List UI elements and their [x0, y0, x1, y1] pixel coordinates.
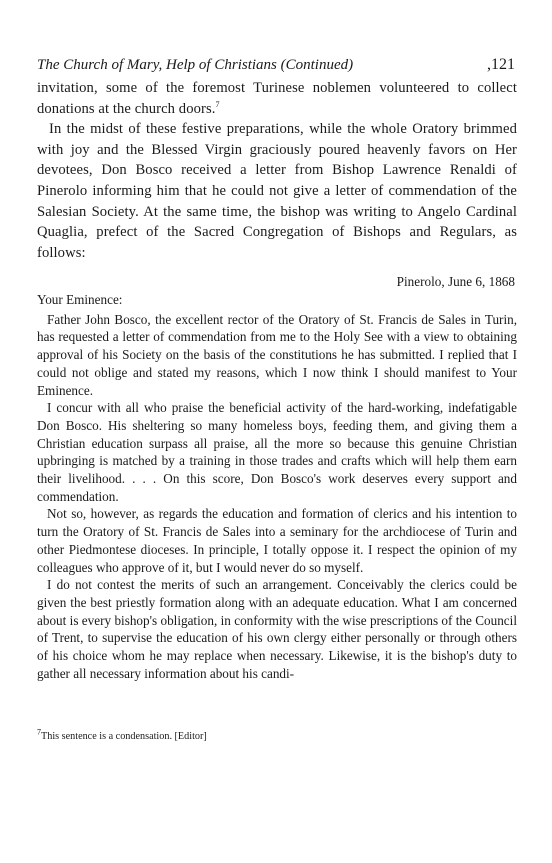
letter-dateline: Pinerolo, June 6, 1868: [396, 274, 515, 290]
footnote-mark: 7: [37, 727, 41, 737]
letter-salutation: Your Eminence:: [37, 292, 123, 308]
body-paragraph-1: [37, 78, 517, 119]
page-content: [37, 56, 517, 683]
body-paragraph-1-text: invitation, some of the foremost Turinese noblemen volunteered to collect donations at the church doors.: [37, 80, 517, 117]
letter-paragraph: Not so, however, as regards the education and formation of clerics and his intention to turn the Oratory of St. Francis de Sales into a seminary for the archdiocese of Turin and other Piedmontese dioceses. In principle, I totally oppose it. I respect the opinion of my colleagues who approve of it, but I would never do so myself.: [37, 506, 517, 575]
folio-mark: ,: [487, 56, 491, 73]
body-text: [37, 78, 517, 263]
page-number: 121: [491, 56, 515, 73]
running-head-title: The Church of Mary, Help of Christians (Continued): [37, 57, 354, 73]
page-number-block: [487, 56, 517, 74]
footnote-body: [37, 727, 207, 742]
letter-paragraph: I concur with all who praise the beneficial activity of the hard-working, indefatigable Don Bosco. His sheltering so many homeless boys, feeding them, and giving them a Christian education surpass all praise, all the more so because this genuine Christian upbringing is matched by a training in those trades and crafts which will help them earn their livelihood. . . . On this score, Don Bosco's work deserves every support and commendation.: [37, 400, 517, 504]
footnote-reference: 7: [215, 99, 220, 109]
body-paragraph-2: In the midst of these festive preparations, while the whole Oratory brimmed with joy and the Blessed Virgin graciously poured heavenly favors on Her devotees, Don Bosco received a letter from Bishop Lawrence Renaldi of Pinerolo informing him that he could not give a letter of commendation of the Salesian Society. At the same time, the bishop was writing to Angelo Cardinal Quaglia, prefect of the Sacred Congregation of Bishops and Regulars, as follows:: [37, 121, 517, 261]
running-head: [37, 56, 517, 78]
footnote-text: This sentence is a condensation. [Editor]: [41, 731, 207, 742]
letter-paragraph: Father John Bosco, the excellent rector of the Oratory of St. Francis de Sales in Turin, has requested a letter of commendation from me to the Holy See with a view to obtaining approval of his Society on the basis of the constitutions he has submitted. I replied that I could not oblige and stated my reasons, which I now think I should manifest to Your Eminence.: [37, 311, 517, 398]
letter-paragraph: I do not contest the merits of such an arrangement. Conceivably the clerics could be given the best priestly formation along with an adequate education. What I am concerned about is every bishop's obligation, in conformity with the wise prescriptions of the Council of Trent, to supervise the education of his own clergy either personally or through others of his choice whom he may replace when necessary. Likewise, it is the bishop's duty to gather all necessary information about his candi-: [37, 577, 517, 681]
quoted-letter: [37, 273, 517, 682]
footnote: [37, 727, 517, 743]
